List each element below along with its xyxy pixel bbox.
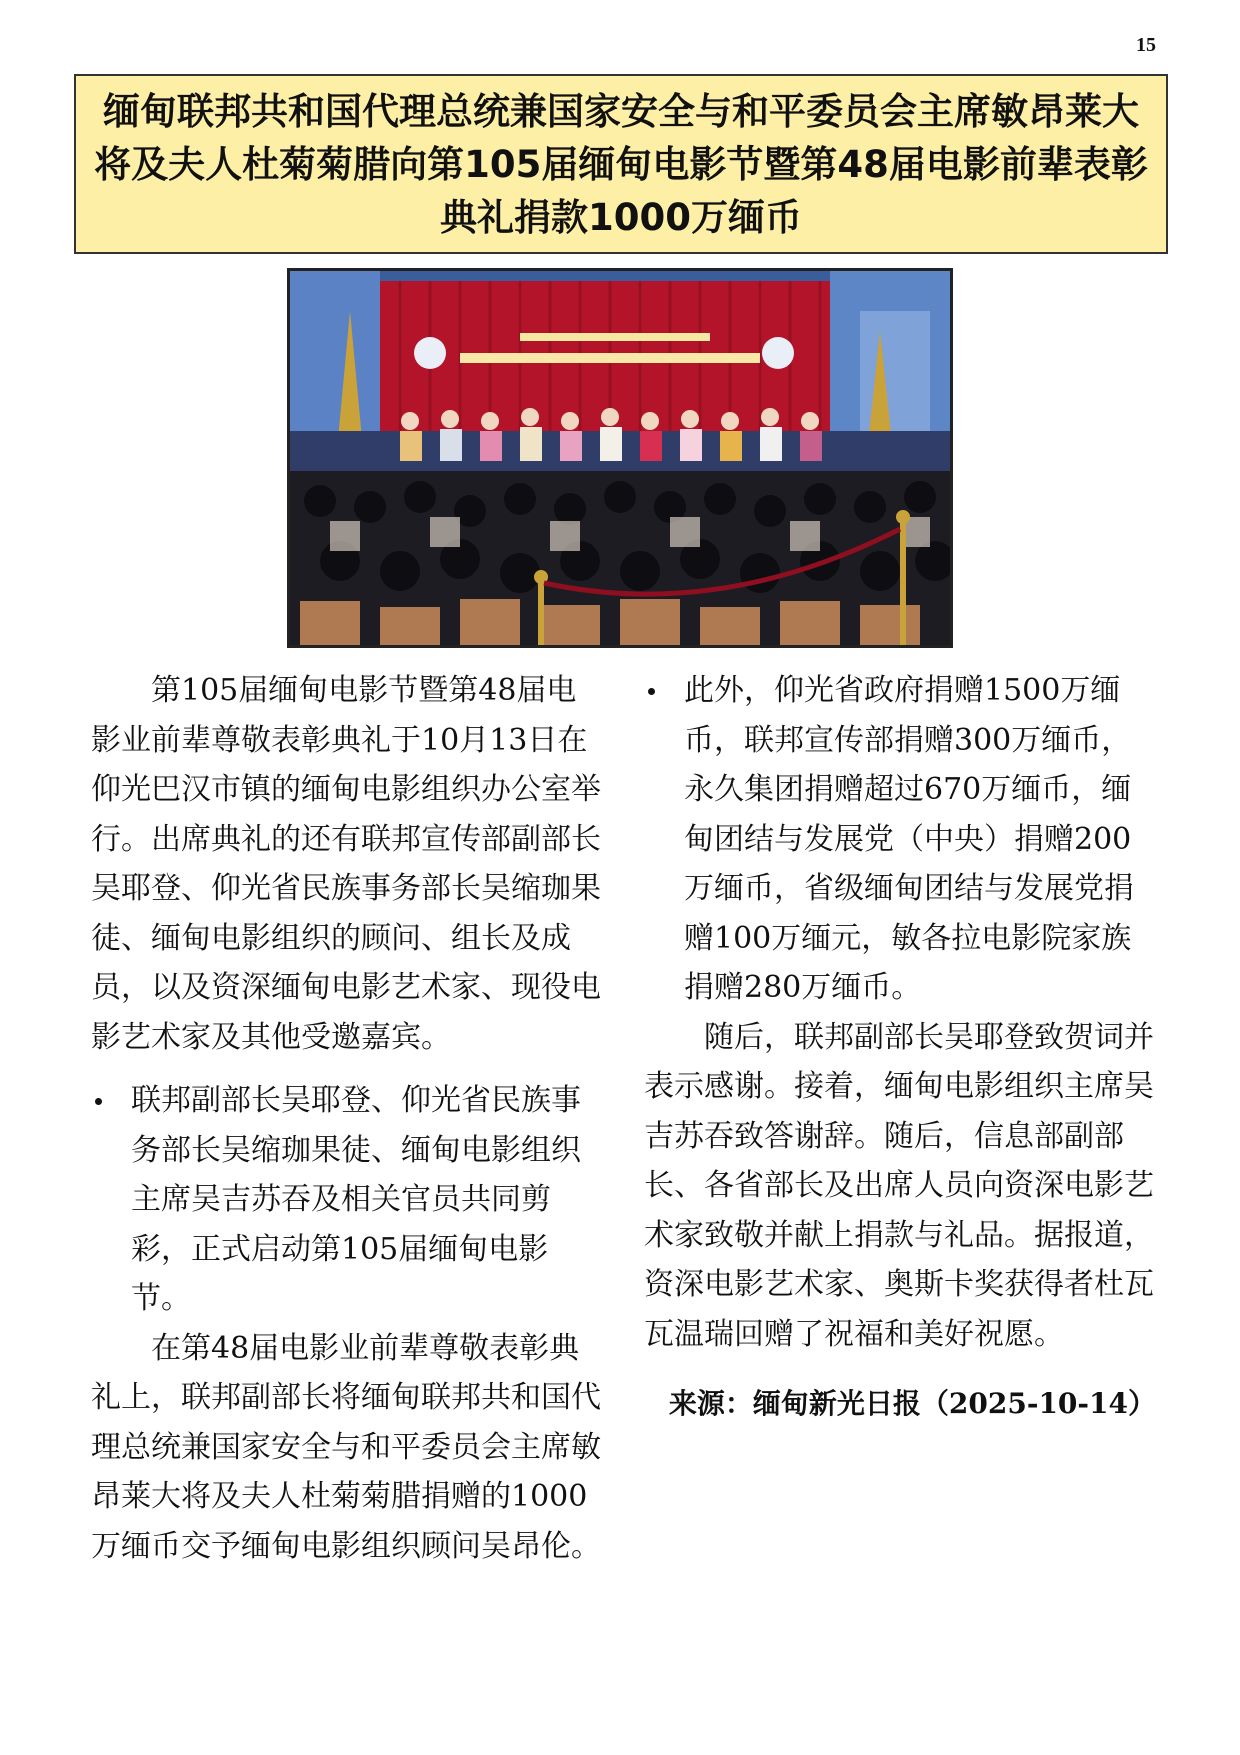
right-column [644,666,1156,1429]
ceremony-photo [287,268,953,648]
left-column [91,666,601,1571]
bullet-item-1: 联邦副部长吴耶登、仰光省民族事务部长吴缩珈果徒、缅甸电影组织主席吴吉苏吞及相关官员共同剪彩，正式启动第105届缅甸电影节。 [91,1076,601,1324]
page-number: 15 [1136,34,1156,56]
paragraph-2: 在第48届电影业前辈尊敬表彰典礼上，联邦副部长将缅甸联邦共和国代理总统兼国家安全与和平委员会主席敏昂莱大将及夫人杜菊菊腊捐赠的1000万缅币交予缅甸电影组织顾问吴昂伦。 [91,1330,601,1564]
source-line: 来源：缅甸新光日报（2025-10-14） [668,1387,1156,1420]
paragraph-1: 第105届缅甸电影节暨第48届电影业前辈尊敬表彰典礼于10月13日在仰光巴汉市镇的缅甸电影组织办公室举行。出席典礼的还有联邦宣传部副部长吴耶登、仰光省民族事务部长吴缩珈果徒、缅甸电影组织的顾问、组长及成员，以及资深缅甸电影艺术家、现役电影艺术家及其他受邀嘉宾。 [91,673,601,1055]
paragraph-3: 随后，联邦副部长吴耶登致贺词并表示感谢。接着，缅甸电影组织主席吴吉苏吞致答谢辞。随后，信息部副部长、各省部长及出席人员向资深电影艺术家致敬并献上捐款与礼品。据报道，资深电影艺术家、奥斯卡奖获得者杜瓦瓦温瑞回赠了祝福和美好祝愿。 [644,1019,1154,1352]
bullet-item-2: 此外，仰光省政府捐赠1500万缅币，联邦宣传部捐赠300万缅币，永久集团捐赠超过670万缅币，缅甸团结与发展党（中央）捐赠200万缅币，省级缅甸团结与发展党捐赠100万缅元，敏各拉电影院家族捐赠280万缅币。 [644,666,1156,1013]
headline: 缅甸联邦共和国代理总统兼国家安全与和平委员会主席敏昂莱大将及夫人杜菊菊腊向第105届缅甸电影节暨第48届电影前辈表彰典礼捐款1000万缅币 [94,89,1148,239]
headline-box [74,74,1168,254]
ceremony-photo-illustration [290,271,950,645]
